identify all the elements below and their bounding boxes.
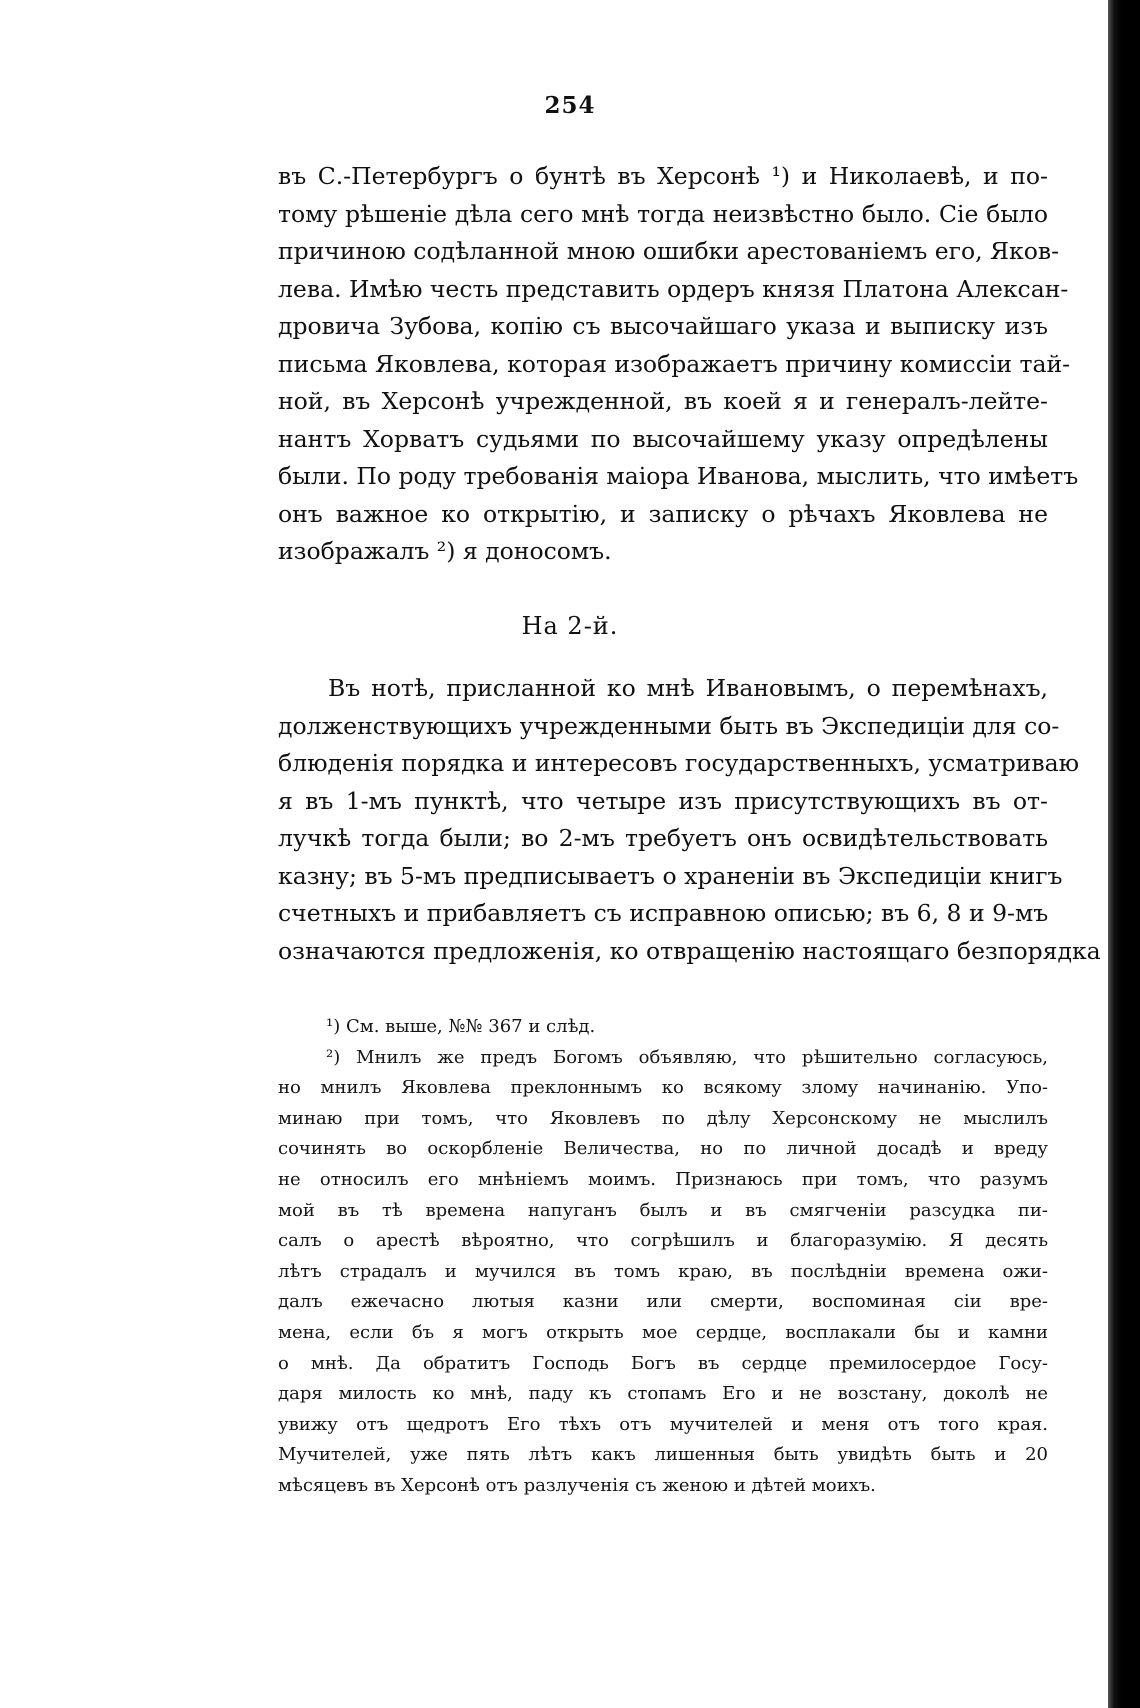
footnote-line: минаю при томъ, что Яковлевъ по дѣлу Херсонскому не мыслилъ [278, 1107, 1048, 1129]
footnote-line: далъ ежечасно лютыя казни или смерти, воспоминая сіи вре- [278, 1291, 1048, 1313]
footnote-line: лѣтъ страдалъ и мучился въ томъ краю, въ послѣдніи времена ожи- [278, 1260, 1048, 1282]
footnote-line: мена, если бъ я могъ открыть мое сердце, восплакали бы и камни [278, 1321, 1048, 1343]
text-line: нантъ Хорватъ судьями по высочайшему указу опредѣлены [278, 424, 1048, 453]
footnotes [278, 1012, 1048, 1502]
text-line: изображалъ ²) я доносомъ. [278, 537, 612, 565]
footnote-line: увижу отъ щедротъ Его тѣхъ отъ мучителей и меня отъ того края. [278, 1413, 1048, 1435]
text-line: лева. Имѣю честь представить ордеръ князя Платона Алексан- [278, 274, 1069, 303]
text-line: ной, въ Херсонѣ учрежденной, въ коей я и генералъ-лейте- [278, 387, 1048, 415]
footnote-line: ¹) См. выше, №№ 367 и слѣд. [326, 1016, 596, 1037]
footnote-line: Мучителей, уже пять лѣтъ какъ лишенныя быть увидѣть быть и 20 [278, 1444, 1048, 1466]
footnote-line: ²) Мнилъ же предъ Богомъ объявляю, что рѣшительно согласуюсь, [326, 1046, 1048, 1068]
text-line: означаются предложенія, ко отвращенію настоящаго безпорядка [278, 936, 1101, 965]
text-line: лучкѣ тогда были; во 2-мъ требуетъ онъ освидѣтельствовать [278, 824, 1048, 852]
footnote-line: о мнѣ. Да обратитъ Господь Богъ въ сердце премилосердое Госу- [278, 1352, 1048, 1374]
footnote-line: мой въ тѣ времена напуганъ былъ и въ смягченіи разсудка пи- [278, 1199, 1048, 1221]
text-line: письма Яковлева, которая изображаетъ причину комиссіи тай- [278, 349, 1071, 378]
section-heading: На 2-й. [521, 612, 619, 640]
body-paragraph-2 [278, 670, 1101, 970]
text-line: дровича Зубова, копію съ высочайшаго указа и выписку изъ [278, 312, 1048, 340]
text-line: тому рѣшеніе дѣла сего мнѣ тогда неизвѣстно было. Сіе было [278, 199, 1048, 228]
text-line: я въ 1-мъ пунктѣ, что четыре изъ присутствующихъ въ от- [278, 786, 1048, 815]
text-line: казну; въ 5-мъ предписываетъ о храненіи въ Экспедиціи книгъ [278, 861, 1063, 890]
text-line: въ С.-Петербургъ о бунтѣ въ Херсонѣ ¹) и Николаевѣ, и по- [278, 162, 1048, 190]
footnote-line: салъ о арестѣ вѣроятно, что согрѣшилъ и благоразумію. Я десять [278, 1230, 1048, 1252]
footnote-line: сочинять во оскорбленіе Величества, но по личной досадѣ и вреду [278, 1138, 1048, 1160]
body-paragraph-1 [278, 158, 1079, 571]
footnote-line: мѣсяцевъ въ Херсонѣ отъ разлученія съ женою и дѣтей моихъ. [278, 1474, 876, 1496]
footnote-line: но мнилъ Яковлева преклоннымъ ко всякому злому начинанію. Упо- [278, 1077, 1048, 1099]
text-line: были. По роду требованія маіора Иванова, мыслить, что имѣетъ [278, 462, 1079, 490]
text-line: блюденія порядка и интересовъ государственныхъ, усматриваю [278, 749, 1080, 777]
footnote-line: даря милость ко мнѣ, паду къ стопамъ Его и не возстану, доколѣ не [278, 1383, 1048, 1405]
footnote-line: не относилъ его мнѣніемъ моимъ. Признаюсь при томъ, что разумъ [278, 1168, 1048, 1190]
page-edge-shadow [1108, 0, 1140, 1708]
text-line: причиною содѣланной мною ошибки арестованіемъ его, Яков- [278, 237, 1060, 265]
text-line: Въ нотѣ, присланной ко мнѣ Ивановымъ, о перемѣнахъ, [328, 674, 1048, 702]
page-number: 254 [544, 92, 596, 119]
text-line: долженствующихъ учрежденными быть въ Экспедиціи для со- [278, 711, 1060, 740]
text-line: счетныхъ и прибавляетъ съ исправною описью; въ 6, 8 и 9-мъ [278, 899, 1049, 927]
text-line: онъ важное ко открытію, и записку о рѣчахъ Яковлева не [278, 499, 1048, 528]
